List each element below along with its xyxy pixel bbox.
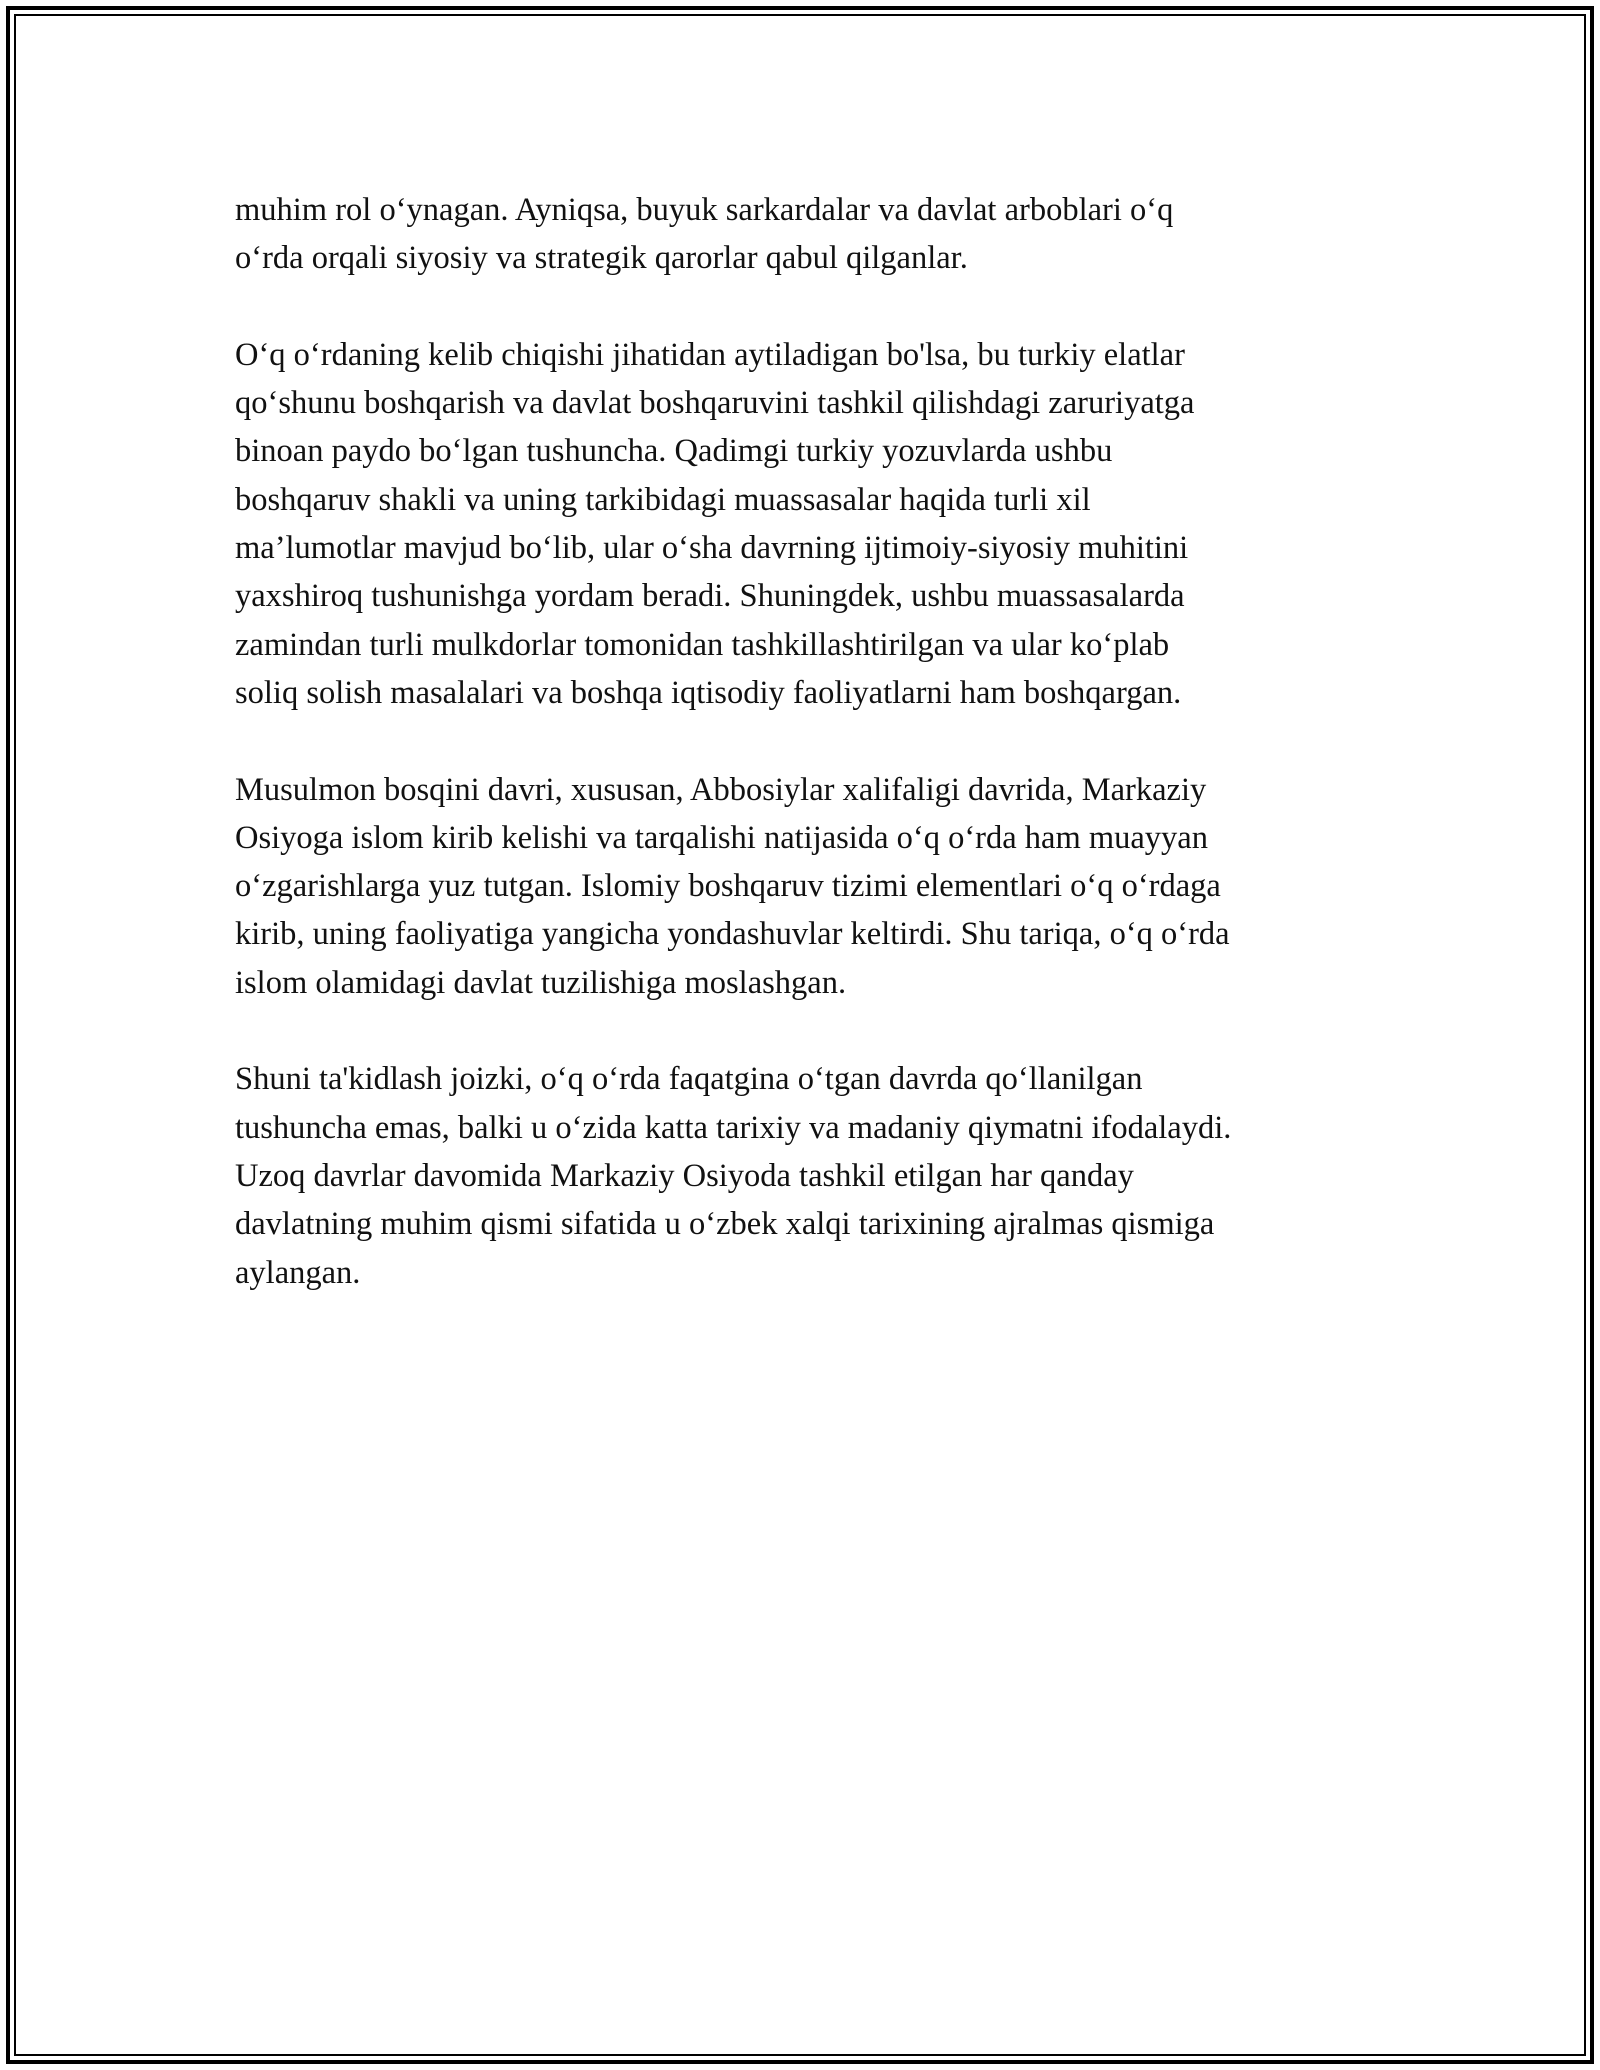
text-line: tushuncha emas, balki u o‘zida katta tarixiy va madaniy qiymatni ifodalaydi. xyxy=(235,1109,1232,1146)
text-line: binoan paydo bo‘lgan tushuncha. Qadimgi turkiy yozuvlarda ushbu xyxy=(235,433,1113,470)
text-line: o‘zgarishlarga yuz tutgan. Islomiy boshqaruv tizimi elementlari o‘q o‘rdaga xyxy=(235,868,1221,905)
text-line: aylangan. xyxy=(235,1254,361,1291)
text-line: soliq solish masalalari va boshqa iqtisodiy faoliyatlarni ham boshqargan. xyxy=(235,674,1182,711)
document-body xyxy=(235,186,1385,1345)
text-line: Uzoq davrlar davomida Markaziy Osiyoda tashkil etilgan har qanday xyxy=(235,1157,1134,1194)
text-line: kirib, uning faoliyatiga yangicha yondashuvlar keltirdi. Shu tariqa, o‘q o‘rda xyxy=(235,916,1230,953)
text-line: zamindan turli mulkdorlar tomonidan tashkillashtirilgan va ular ko‘plab xyxy=(235,626,1170,663)
text-line: Shuni ta'kidlash joizki, o‘q o‘rda faqatgina o‘tgan davrda qo‘llanilgan xyxy=(235,1061,1143,1098)
paragraph-2 xyxy=(235,331,1385,717)
text-line: Osiyoga islom kirib kelishi va tarqalishi natijasida o‘q o‘rda ham muayyan xyxy=(235,819,1208,856)
text-line: Musulmon bosqini davri, xususan, Abbosiylar xalifaligi davrida, Markaziy xyxy=(235,771,1207,808)
paragraph-1 xyxy=(235,186,1385,283)
text-line: o‘rda orqali siyosiy va strategik qarorlar qabul qilganlar. xyxy=(235,240,968,277)
text-line: davlatning muhim qismi sifatida u o‘zbek xalqi tarixining ajralmas qismiga xyxy=(235,1206,1215,1243)
text-line: muhim rol o‘ynagan. Ayniqsa, buyuk sarkardalar va davlat arboblari o‘q xyxy=(235,192,1174,228)
text-line: boshqaruv shakli va uning tarkibidagi muassasalar haqida turli xil xyxy=(235,481,1091,518)
text-line: islom olamidagi davlat tuzilishiga moslashgan. xyxy=(235,964,847,1001)
text-line: qo‘shunu boshqarish va davlat boshqaruvini tashkil qilishdagi zaruriyatga xyxy=(235,385,1195,422)
text-line: ma’lumotlar mavjud bo‘lib, ular o‘sha davrning ijtimoiy-siyosiy muhitini xyxy=(235,530,1189,567)
paragraph-3 xyxy=(235,766,1385,1007)
paragraph-4 xyxy=(235,1055,1385,1296)
text-line: O‘q o‘rdaning kelib chiqishi jihatidan aytiladigan bo'lsa, bu turkiy elatlar xyxy=(235,336,1185,373)
text-line: yaxshiroq tushunishga yordam beradi. Shuningdek, ushbu muassasalarda xyxy=(235,578,1185,615)
